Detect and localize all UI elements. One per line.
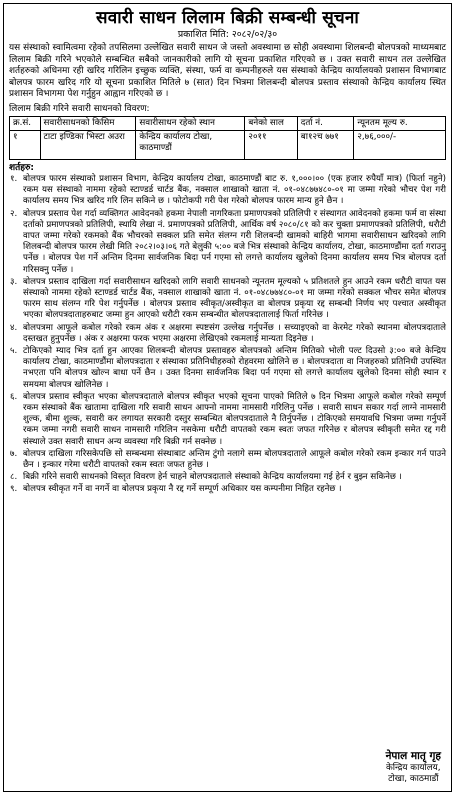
cell-min-price: २,७६,०००/- (354, 130, 446, 159)
col-year: बनेको साल (245, 116, 297, 130)
terms-list (9, 174, 446, 496)
vehicle-list-heading: लिलाम बिक्री गरिने सवारी साधनको विवरण: (9, 103, 150, 114)
list-item (9, 472, 446, 483)
cell-year: २०११ (245, 130, 297, 159)
term-text: बोलपत्र प्रस्ताव दाखिला गर्दा सवारीसाधन खरिदको लागि सवारी साधनको न्यूनतम मूल्यको ५ प्रतिशतले हुन आउने रकम धरौटी वापत यस संस्थाको नाममा रहेको स्टाण्डर्ड चार्टड बैंक, नक्साल शाखाको खाता नं. ०१-०४८७७४८०-०१ मा जम्मा गरेको सक्कल भौचर समेत बोलपत्र फारम साथ संलग्न गरि पेश गर्नुपर्नेछ । बोलपत्र प्रस्ताव स्वीकृत/अस्वीकृत वा बोलपत्र प्रकृया रद्द सम्बन्धी निर्णय भए पश्चात अस्वीकृत भएका बोलपत्रदाताहरुबाट जम्मा हुन आएको धरौटी रकम सम्बन्धीत बोलपत्रदातालाई फिर्ता गरिनेछ । (23, 276, 446, 321)
cell-vehicle-type: टाटा इण्डिका भिस्टा अउरा (40, 130, 136, 159)
col-serial: क्र.सं. (10, 116, 41, 130)
signature-block (386, 750, 441, 785)
publish-date: प्रकाशित मिति: २०८२/०२/३० (177, 29, 278, 40)
term-text: बोलपत्रमा आफूले कबोल गरेको रकम अंक र अक्षरमा स्पष्टसंग उल्लेख गर्नुपर्नेछ । सच्याइएको वा केरमेट गरेको स्थानमा बोलपत्रदाताले दस्तखत हुनुपर्नेछ । अंक र अक्षरमा फरक भएमा अक्षरमा लेखिएको रकमलाई मान्यता दिइनेछ । (23, 322, 446, 344)
list-item (9, 346, 446, 391)
list-item (9, 209, 446, 276)
cell-registration: बा१२च ७७१ (297, 130, 354, 159)
term-text: टोकिएको म्याद भित्र दर्ता हुन आएका शिलबन्दी बोलपत्र प्रस्तावहरु बोलपत्रको अन्तिम मितिको भोली पल्ट दिउसो ३:०० बजे केन्द्रिय कार्यालय टोखा, काठमाण्डौंमा बोलपत्रदाता र संस्थाका प्रतिनिधीहरुको रोहवरमा खोलिने छ । बोलपत्रदाता वा निजहरुको प्रतिनिधी उपस्थित नभएता पनि बोलपत्र खोल्न बाधा पर्ने छैन । उक्त दिनमा सार्वजनिक बिदा पर्न गएमा सो लगत्ते कार्यालय खुलेको दिनमा सोही स्थान र समयमा बोलपत्र खोलिनेछ । (23, 346, 446, 390)
term-text: बिक्री गरिने सवारी साधनको विस्तृत विवरण हेर्न चाहने बोलपत्रदाताले संस्थाको केन्द्रिय कार्यालयमा गई हेर्न र बुझ्न सकिनेछ । (23, 472, 402, 483)
term-text: बोलपत्र स्वीकृत गर्ने वा नगर्ने वा बोलपत्र प्रकृया नै रद्द गर्ने सम्पूर्ण अधिकार यस कम्पनीमा निहित रहनेछ । (23, 484, 342, 495)
list-item (9, 174, 446, 208)
col-min-price: न्यूनतम मूल्य रु. (354, 116, 446, 130)
list-item (9, 484, 446, 495)
list-item (9, 449, 446, 471)
list-item (9, 392, 446, 448)
term-number: ६. (10, 391, 18, 402)
signature-org: नेपाल मातृ गृह (385, 750, 441, 762)
cell-serial: १ (10, 130, 41, 159)
notice-page (3, 3, 452, 792)
term-number: ९. (10, 484, 18, 495)
signature-address: टोखा, काठमाडौं (388, 774, 439, 784)
term-number: १. (10, 173, 18, 184)
col-vehicle-location: सवारीसाधन रहेको स्थान (136, 116, 245, 130)
col-registration: दर्ता नं. (297, 116, 354, 130)
term-number: २. (10, 208, 18, 219)
term-number: ८. (10, 472, 18, 483)
notice-intro: यस संस्थाको स्वामित्वमा रहेको तपसिलमा उल्लेखित सवारी साधन जे जस्तो अवस्थामा छ सोही अवस्थामा शिलबन्दी बोलपत्रको माध्यमबाट लिलाम बिक्री गरिने भएकोले सम्बन्धित सबैको जानकारीको लागि यो सूचना प्रकाशित गरिएको छ । उक्त सवारी साधन तल उल्लेखित शर्तहरुको अधिनमा रही खरिद गरिलिन इच्छुक व्यक्ति, संस्था, फर्म वा कम्पनीहरुले यस संस्थाको केन्द्रिय कार्यालयको प्रशासन विभागबाट बोलपत्र फारम खरिद गरि यो सूचना प्रकाशित मितिले ७ (सात) दिन भित्रमा शिलबन्दी बोलपत्र प्रस्ताव संस्थाको केन्द्रिय कार्यालय स्थित प्रशासन विभागमा पेश गर्नुहुन आह्वान गरिएको छ । (9, 43, 446, 100)
term-text: बोलपत्र प्रस्ताव स्वीकृत भएका बोलपत्रदाताले बोलपत्र स्वीकृत भएको सूचना पाएको मितिले ७ दिन भित्रमा आफूले कबोल गरेको सम्पूर्ण रकम संस्थाको बैंक खातामा दाखिला गरि सवारी साधन आफ्नो नाममा नामसारी गरिलिनु पर्नेछ । सवारी साधन सकार गर्दा लाग्ने नामसारी शुल्क, बीमा शुल्क, सवारी कर लगायत सरकारी दस्तुर सम्बन्धित बोलपत्रदाताले नै तिर्नुपर्नेछ । टोकिएको समयावधि भित्रमा जम्मा गर्नुपर्ने रकम जम्मा नगरी सवारी साधन नामसारी गरिलिन नसकेमा धरौटी वापतको रकम स्वतः जफत गरिनेछ र बोलपत्र स्वीकृती समेत रद्द गरी संस्थाले उक्त सवारी साधन अन्य व्यवस्था गरि बिक्री गर्न सक्नेछ । (23, 391, 446, 447)
term-text: बोलपत्र प्रस्ताव पेश गर्दा व्यक्तिगत आवेदनको हकमा नेपाली नागरिकता प्रमाणपत्रको प्रतिलिपी र संस्थागत आवेदनको हकमा फर्म वा संस्था दर्ताको प्रमाणपत्रको प्रतिलिपी, स्थायि लेखा नं. प्रमाणपत्रको प्रतिलिपी, आर्थिक वर्ष २०८०/८१ को कर चुक्ता प्रमाणपत्रको प्रतिलिपी, धरौटी वापत जम्मा गरेको रकमको बैंक भौचरको सक्कल प्रति समेत संलग्न गरी शिलबन्दी खामको बाहिरी भागमा सवारीसाधन खरिदको लागि शिलबन्दी बोलपत्र फारम लेखी मिति २०८२।०३।०६ गते बेलुकी ५:०० बजे भित्र संस्थाको केन्द्रिय कार्यालय, टोखा, काठमाण्डौंमा दर्ता गराउनु पर्नेछ । बोलपत्र पेश गर्ने अन्तिम दिनमा सार्वजनिक बिदा पर्न गएमा सो लगत्ते कार्यालय खुलेको दिनमा कार्यालय समय भित्र बोलपत्र दर्ता गरिसक्नु पर्नेछ । (23, 208, 446, 275)
term-number: ७. (10, 448, 18, 459)
terms-heading: शर्तहरु: (9, 162, 35, 173)
term-number: ४. (10, 322, 18, 333)
cell-vehicle-location: केन्द्रिय कार्यालय टोखा, काठमाण्डौं (136, 130, 245, 159)
col-vehicle-type: सवारीसाधनको किसिम (40, 116, 136, 130)
list-item (9, 277, 446, 322)
vehicle-table-header (10, 116, 446, 130)
term-text: बोलपत्र फारम संस्थाको प्रशासन विभाग, केन्द्रिय कार्यालय टोखा, काठमाण्डौं बाट रु. १,०००।०० (एक हजार रुपैयाँ मात्र) (फिर्ता नहुने) रकम यस संस्थाको नाममा रहेको स्टाण्डर्ड चार्टड बैंक, नक्साल शाखाको खाता नं. ०१-०४८७७४८०-०१ मा जम्मा गरेको भौचर पेश गरी कार्यालय समय भित्र खरिद गरि लिन सकिने छ । फोटोकपी गरी पेश गरेको बोलपत्र फारम मान्य हुने छैन । (23, 173, 446, 207)
signature-office: केन्द्रिय कार्यालय, (385, 763, 441, 773)
list-item (9, 323, 446, 345)
table-row (10, 130, 446, 159)
notice-title: सवारी साधन लिलाम बिक्री सम्बन्धी सूचना (96, 8, 359, 28)
term-number: ३. (10, 276, 18, 287)
term-text: बोलपत्र दाखिला गरिसकेपछि सो सम्बन्धमा संस्थाबाट अन्तिम टुंगो नलागे सम्म बोलपत्रदाताले आफूले कबोल गरेको रकम इन्कार गर्न पाउने छैन । इन्कार गरेमा धरौटी वापतको रकम स्वतः जफत हुनेछ । (23, 448, 446, 471)
term-number: ५. (10, 346, 18, 357)
vehicle-table (9, 116, 446, 160)
